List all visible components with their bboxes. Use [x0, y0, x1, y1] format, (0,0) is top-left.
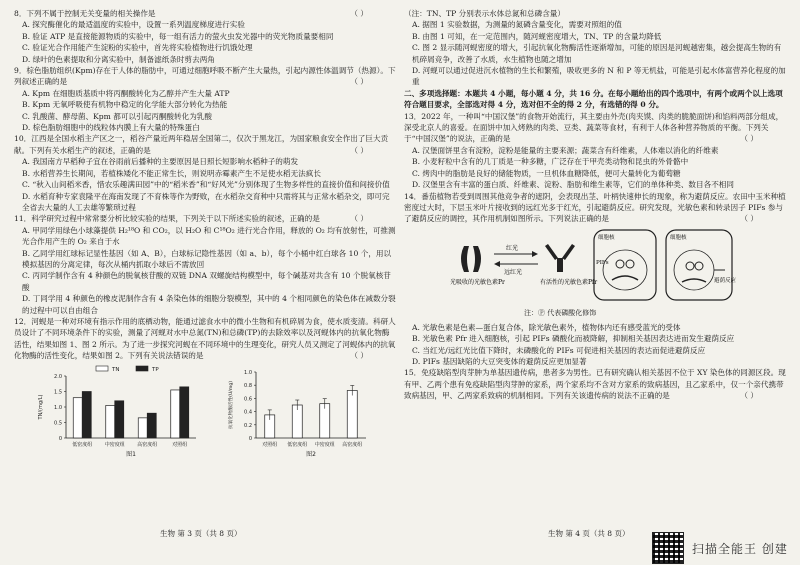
q12-option-d: D. 河蚬可以通过促进沉水植物的生长和繁殖，吸收更多的 N 和 P 等无机盐，可能是引起水体富营养化程度的加重 [412, 66, 786, 87]
option-b: B. 验证 ATP 是直接能源物质的实验中，每一组有活力的萤火虫发光器中的荧光物质量要相同 [22, 31, 334, 41]
y-tick-label: 0 [58, 435, 62, 442]
option-c: C. 乳酸菌、酵母菌、Kpm 都可以引起丙酮酸转化为乳酸 [22, 111, 212, 121]
option-c: C. “秋入山间稻米香，惜农乐趣满田园”中的“稻米香”和“好风光”分别体现了生物多样性的直接价值和间接价值 [22, 180, 390, 190]
x-tick-label: 对照组 [172, 441, 188, 448]
legend-swatch [96, 366, 108, 371]
option-a: A. Kpm 在细胞质基质中将丙酮酸转化为乙醇并产生大量 ATP [22, 88, 230, 98]
question-8 [14, 8, 396, 65]
figure-2-chart [224, 364, 374, 464]
question-stem: 14．番茄植物若受到周围其他竞争者的遮阴，会表现出茎、叶柄快速伸长的现象，称为避荫反应。农田中玉米种植密度过大时，下层玉米叶片接收到的远红光多于红光，引起避荫反应。研究发现，光敏色素和转录因子 PIFs 参与了避荫反应的调控，其作用机制如图所示。下列说法正确的是 [404, 191, 786, 224]
bar-tn [138, 417, 147, 437]
option-b: B. 水稻营养生长期间，若植株矮化不能正常生长，则说明赤霉素产生不足使水稻无法疯长 [22, 168, 321, 178]
option-d: D. 丁同学用 4 种颜色的橡皮泥制作含有 4 条染色体的细胞分裂模型，其中的 4 个相同颜色的染色体在减数分裂的过程中可以自由组合 [22, 294, 396, 315]
answer-paren: （ ） [350, 77, 368, 87]
option-a: A. 汉堡面饼里含有淀粉，淀粉是能量的主要来源；蔬菜含有纤维素，人体难以消化的纤维素 [412, 145, 719, 155]
option-c: C. 烤肉中的脂肪是良好的储能物质，一旦机体血糖降低，便可大量转化为葡萄糖 [412, 168, 681, 178]
y-tick-label: 0.6 [244, 395, 252, 402]
bar [320, 403, 330, 437]
option-d: D. PIFs 基因缺陷的大豆突变体的避荫反应更加显著 [412, 356, 587, 366]
y-axis-label: 抗氧化物酶活性(U/mg) [229, 380, 234, 429]
figures-row [14, 364, 396, 464]
question-stem: 9．棕色脂肪组织(Kpm)存在于人体的脂肪中，可通过细胞呼吸不断产生大量热，引起内源性体温调节（热源）。下列叙述正确的是 [14, 66, 396, 87]
option-b: B. Kpm 无氧呼吸使有机物中稳定的化学能大部分转化为热能 [22, 100, 228, 110]
option-a: A. 甲同学用绿色小球藻提供 H₂¹⁸O 和 CO₂，以 H₂O 和 C¹⁸O₂ 进行光合作用，释放的 O₂ 均有放射性，可推测光合作用产生的 O₂ 来自于水 [22, 225, 396, 247]
y-tick-label: 0 [248, 435, 252, 442]
bar [347, 390, 357, 438]
page-footer-right: 生物 第 4 页（共 8 页） [548, 529, 630, 538]
y-tick-label: 1.5 [54, 389, 62, 396]
y-tick-label: 0.4 [244, 409, 252, 416]
pr-label: 光吸收的光敏色素Pr [450, 278, 505, 286]
table-note: （注：TN、TP 分别表示水体总氮和总磷含量） [404, 9, 565, 18]
x-tick-label: 高密度组 [137, 441, 158, 448]
x-tick-label: 中密度组 [104, 441, 125, 448]
chart-title: 图1 [126, 450, 136, 458]
right-page [404, 8, 786, 528]
answer-paren: （ ） [740, 214, 758, 224]
legend-label: TP [152, 366, 159, 373]
question-10 [14, 133, 396, 213]
scanner-watermark [652, 532, 788, 564]
question-14 [404, 191, 786, 368]
option-c: C. 验证光合作用能产生淀粉的实验中，首先将实验植物进行饥饿处理 [22, 43, 253, 53]
y-tick-label: 0.8 [244, 382, 252, 389]
bar-tn [73, 397, 82, 437]
x-tick-label: 高密度组 [342, 441, 363, 448]
answer-paren: （ ） [350, 145, 368, 155]
question-stem: 12．河蚬是一种对环境有指示作用的底栖动物，能通过滤食水中的微小生物和有机碎屑为食，使水质变清。科研人员设计了不同环境条件下的实验，测量了河蚬对水中总氮(TN)和总磷(TP)的去除效率以及河蚬体内的抗氧化物酶活性，结果如图 1、图 2 所示。为了进一步探究河蚬在不同环境中的生理变化，研究人员又测定了河蚬体内的抗氧化物酶的活性变化，结果如图 2。下列有关说法错误的是 [14, 316, 396, 361]
x-tick-label: 中密度组 [314, 441, 335, 448]
phytochrome-diagram [444, 228, 744, 308]
option-a: A. 探究酶催化的最适温度的实验中，设置一系列温度梯度进行实验 [22, 20, 245, 30]
question-stem: 15．免疫缺陷型肉芽肿为单基因遗传病，患者多为男性。已有研究确认相关基因不位于 XY 染色体的同源区段。现有甲、乙两个患有免疫缺陷型肉芽肿的家系，两个家系均不含对方家系的致病基因，且乙家系中，仅一个亲代携带致病基因，甲、乙两家系致病的机制相同。下列有关该遗传病的说法不正确的是 [404, 368, 786, 401]
question-15 [404, 367, 786, 401]
q12-option-b: B. 由图 1 可知，在一定范围内，随河蚬密度增大，TN、TP 的含量均降低 [412, 31, 662, 41]
arrow-head [494, 261, 500, 267]
nucleus-label-1: 细胞核 [598, 234, 615, 241]
figure-1-chart [34, 364, 209, 464]
option-b: B. 小麦籽粒中含有的几丁质是一种多糖，广泛存在于甲壳类动物和昆虫的外骨骼中 [412, 157, 689, 167]
qr-code-icon [652, 532, 684, 564]
y-tick-label: 0.5 [54, 420, 62, 427]
nucleus-label-2: 细胞核 [670, 234, 687, 241]
pifs-label: PIFs [596, 259, 609, 266]
answer-paren: （ ） [740, 391, 758, 401]
question-stem: 8．下列不属于控制无关变量的相关操作是 [14, 9, 156, 18]
y-tick-label: 2.0 [54, 373, 62, 380]
x-tick-label: 低密度组 [287, 441, 308, 448]
option-d: D. 汉堡里含有丰富的蛋白质、纤维素、淀粉、脂肪和维生素等，它们的单体种类、数目各不相同 [412, 180, 734, 190]
option-c: C. 丙同学制作含有 4 种颜色的脱氧核苷酸的双链 DNA 双螺旋结构模型中，每个碱基对共含有 10 个脱氧核苷酸 [22, 271, 391, 292]
red-light-label: 红光 [506, 244, 519, 252]
answer-paren: （ ） [350, 9, 368, 18]
legend-label: TN [112, 366, 120, 373]
avoidance-diagram [404, 228, 786, 320]
pr-dimer-shape [461, 246, 481, 272]
y-axis-label: TN/(mg/L) [38, 394, 44, 420]
arrow-head [532, 251, 538, 257]
watermark-text: 扫描全能王 创建 [692, 541, 788, 556]
option-c: C. 当红光/远红光比值下降时，未磷酸化的 PIFs 可促进相关基因的表达而促进避荫反应 [412, 345, 706, 355]
question-9 [14, 65, 396, 133]
answer-paren: （ ） [740, 134, 758, 144]
bar-tp [180, 386, 189, 437]
page-footer-left: 生物 第 3 页（共 8 页） [160, 529, 242, 538]
option-a: A. 我国南方早稻种子宜在谷雨前后播种的主要原因是日照长短影响水稻种子的萌发 [22, 157, 299, 167]
chart-title: 图2 [306, 450, 316, 458]
q12-option-c: C. 图 2 显示随河蚬密度的增大，引起抗氧化物酶活性逐渐增加，可能的原因是河蚬越密集，越会提高生物的有机碎屑竞争，改善了水质，水生植物也随之增加 [412, 43, 782, 64]
far-red-label: 远红光 [504, 268, 523, 276]
avoidance-label: 避荫反应 [714, 277, 737, 284]
answer-paren: （ ） [350, 351, 368, 361]
y-tick-label: 1.0 [54, 404, 62, 411]
left-page [14, 8, 396, 528]
x-tick-label: 对照组 [262, 441, 278, 448]
option-b: B. 乙同学用红球标记显性基因（如 A、B），白球标记隐性基因（如 a、b），每个小桶中红白球各 10 个，用以模拟基因的分离定律，每次从桶内抓取小球后不需放回 [22, 248, 392, 269]
y-tick-label: 0.2 [244, 422, 252, 429]
question-stem: 10．江西是全国水稻主产区之一，稻谷产量近两年稳居全国第二，仅次于黑龙江，为国家粮食安全作出了巨大贡献。下列有关水稻生产的叙述，正确的是 [14, 134, 389, 155]
option-d: D. 水稻育种专家袁隆平在海南发现了不育株等作为野败，在水稻杂交育种中只需将其与正常水稻杂交，即可完全省去大量的人工去雄等繁琐过程 [22, 191, 390, 212]
legend-swatch [136, 366, 148, 371]
bar-tn [171, 390, 180, 438]
pfr-label: 有活性的光敏色素Pfr [540, 278, 598, 286]
option-b: B. 光敏色素 Pfr 进入细胞核，引起 PIFs 磷酸化而被降解，抑制相关基因表达进而发生避荫反应 [412, 334, 735, 344]
option-d: D. 棕色脂肪细胞中的线粒体内膜上有大量的特殊蛋白 [22, 123, 200, 133]
bar-tn [106, 405, 115, 438]
q12-option-a: A. 据图 1 实验数据，为测量的氮磷含量变化，需要对照组的值 [412, 20, 622, 30]
option-a: A. 光敏色素是色素—蛋白复合体，除光敏色素外，植物体内还有感受蓝光的受体 [412, 322, 681, 332]
bar-tp [82, 391, 91, 438]
bar-tp [147, 413, 156, 438]
question-stem: 13．2022 年，一种叫“中国汉堡”的食物开始流行，其主要由外壳(肉夹馍、肉类的脆脆面饼)和馅料两部分组成，深受北京人的喜爱。在面饼中加入烤熟的肉类、豆类、蔬菜等食材，有利于人体各种营养物质的平衡。下列关于“中国汉堡”的说法，正确的是 [404, 111, 784, 144]
question-12 [14, 316, 396, 362]
pfr-dimer-shape [545, 244, 575, 272]
question-stem: 11．科学研究过程中常常要分析比较实验的结果，下列关于以下所述实验的叙述，正确的是 [14, 214, 320, 224]
question-13 [404, 111, 786, 191]
answer-paren: （ ） [350, 214, 368, 224]
question-11 [14, 213, 396, 316]
option-d: D. 绿叶的色素提取和分离实验中，制备滤纸条时剪去两角 [22, 54, 215, 64]
section-2-heading: 二、多项选择题：本题共 4 小题，每小题 4 分，共 16 分。在每小题给出的四个选项中，有两个或两个以上选项符合题目要求，全部选对得 4 分，选对但不全的得 2 分，有选错的得 0 分。 [404, 88, 783, 110]
x-tick-label: 低密度组 [72, 441, 93, 448]
diagram-caption: 注：Ⓟ 代表磷酸化修饰 [524, 308, 597, 317]
y-tick-label: 1.0 [244, 369, 252, 376]
bar-tp [115, 400, 124, 437]
